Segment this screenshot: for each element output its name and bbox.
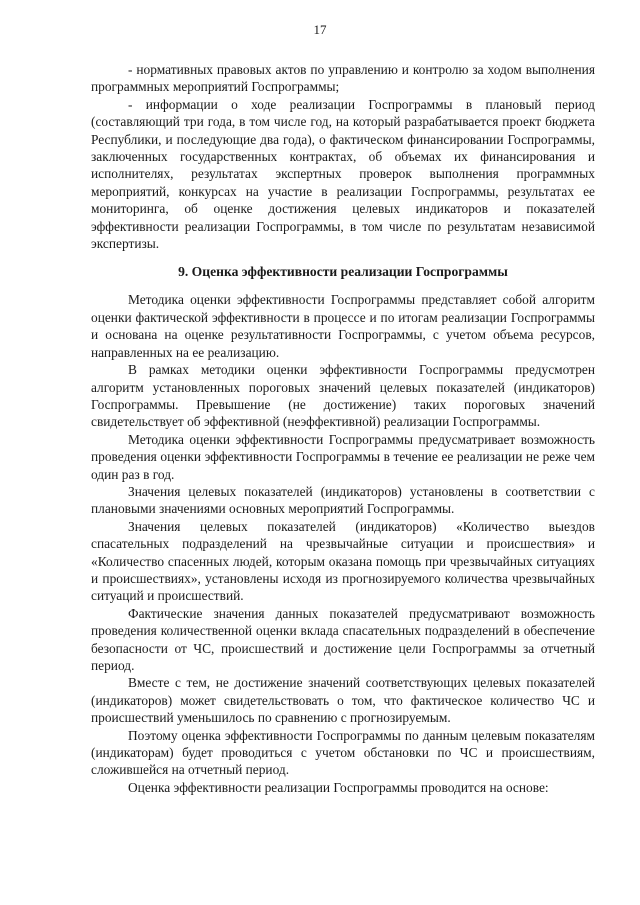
paragraph-assessment-basis: Оценка эффективности реализации Госпрограммы проводится на основе: — [128, 779, 549, 795]
paragraph-regulatory-acts: - нормативных правовых актов по управлению и контролю за ходом выполнения программных мероприятий Госпрограммы; — [91, 62, 595, 95]
paragraph-implementation-info: - информации о ходе реализации Госпрограммы в плановый период (составляющий три года, в том числе год, на который разрабатывается проект бюджета Республики, и последующие два года), о фактическом финансировании Госпрограммы, заключенных государственных контрактах, об объемах их финансирования и исполнителях, результатах экспертных проверок выполнения программных мероприятий, конкурсах на участие в реализации Госпрограммы, результатах ее мониторинга, об оценке достижения целевых индикаторов и показателей эффективности реализации Госпрограммы, в том числе по результатам независимой экспертизы. — [91, 96, 595, 252]
paragraph-methodology: Методика оценки эффективности Госпрограммы представляет собой алгоритм оценки фактической эффективности в процессе и по итогам реализации Госпрограммы и основана на оценке результативности Госпрограммы, с учетом объема ресурсов, направленных на ее реализацию. — [91, 292, 595, 360]
paragraph-threshold-algorithm: В рамках методики оценки эффективности Госпрограммы предусмотрен алгоритм установленных пороговых значений целевых показателей (индикаторов) Госпрограммы. Превышение (не достижение) таких пороговых значений свидетельствует об эффективной (неэффективной) реализации Госпрограммы. — [91, 362, 595, 430]
paragraph-assessment-frequency: Методика оценки эффективности Госпрограммы предусматривает возможность проведения оценки эффективности Госпрограммы в течение ее реализации не реже чем один раз в год. — [91, 431, 595, 482]
paragraph-target-values: Значения целевых показателей (индикаторов) установлены в соответствии с плановыми значениями основных мероприятий Госпрограммы. — [91, 483, 595, 517]
page-number: 17 — [313, 22, 327, 37]
document-body — [91, 61, 595, 796]
paragraph-indicator-values: Значения целевых показателей (индикаторов) «Количество выездов спасательных подразделений на чрезвычайные ситуации и происшествия» и «Количество спасенных людей, которым оказана помощь при чрезвычайных ситуациях и происшествиях», установлены исходя из прогнозируемого количества чрезвычайных ситуаций и происшествий. — [91, 518, 595, 604]
paragraph-non-achievement: Вместе с тем, не достижение значений соответствующих целевых показателей (индикаторов) может свидетельствовать о том, что фактическое количество ЧС и происшествий уменьшилось по сравнению с прогнозируемым. — [91, 675, 595, 726]
section-heading: 9. Оценка эффективности реализации Госпрограммы — [178, 264, 508, 280]
paragraph-assessment-context: Поэтому оценка эффективности Госпрограммы по данным целевым показателям (индикаторам) будет проводиться с учетом обстановки по ЧС и происшествиям, сложившейся на отчетный период. — [91, 727, 595, 778]
paragraph-actual-values: Фактические значения данных показателей предусматривают возможность проведения количественной оценки вклада спасательных подразделений в обеспечение безопасности от ЧС, происшествий и достижение цели Госпрограммы за отчетный период. — [91, 605, 595, 673]
